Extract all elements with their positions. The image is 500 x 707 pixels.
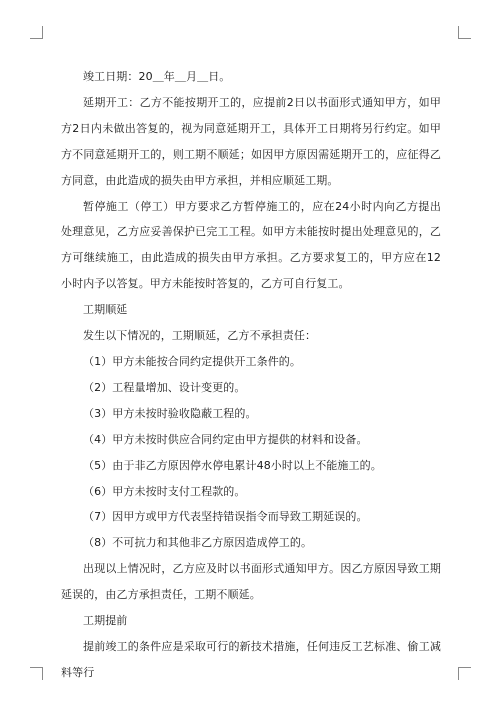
section-heading-extension: 工期顺延	[83, 303, 128, 317]
list-item: （1）甲方未能按合同约定提供开工条件的。	[83, 354, 301, 368]
list-item: （8）不可抗力和其他非乙方原因造成停工的。	[83, 536, 313, 550]
crop-mark-top-right	[458, 26, 471, 39]
list-item: （2）工程量增加、设计变更的。	[83, 380, 246, 394]
section-heading-early-completion: 工期提前	[83, 614, 128, 628]
crop-mark-top-left	[30, 26, 43, 39]
list-item: （5）由于非乙方原因停水停电累计48小时以上不能施工的。	[83, 458, 382, 472]
crop-mark-bottom-left	[30, 667, 43, 680]
work-suspension-paragraph: 暂停施工（停工）甲方要求乙方暂停施工的，应在24小时内向乙方提出处理意见，乙方应妥善保护已完工工程。如甲方未能按时提出处理意见的，乙方可继续施工，由此造成的损失由甲方承担。乙方要求复工的，甲方应在12小时内予以答复。甲方未能按时答复的，乙方可自行复工。	[61, 199, 441, 291]
crop-mark-bottom-right	[458, 667, 471, 680]
list-item: （6）甲方未按时支付工程款的。	[83, 484, 246, 498]
list-item: （7）因甲方或甲方代表坚持错误指令而导致工期延误的。	[83, 510, 368, 524]
completion-date-line: 竣工日期：20＿年＿月＿日。	[83, 70, 231, 83]
early-completion-paragraph: 提前竣工的条件应是采取可行的新技术措施，任何违反工艺标准、偷工减料等行	[61, 639, 441, 679]
extension-intro: 发生以下情况的，工期顺延，乙方不承担责任：	[83, 329, 317, 343]
notification-paragraph: 出现以上情况时，乙方应及时以书面形式通知甲方。因乙方原因导致工期延误的，由乙方承担责任，工期不顺延。	[61, 562, 441, 602]
document-body	[61, 64, 441, 686]
delayed-start-paragraph: 延期开工：乙方不能按期开工的，应提前2日以书面形式通知甲方，如甲方2日内未做出答复的，视为同意延期开工，具体开工日期将另行约定。如甲方不同意延期开工的，则工期不顺延；如因甲方原因需延期开工的，应征得乙方同意，由此造成的损失由甲方承担，并相应顺延工期。	[61, 95, 441, 187]
list-item: （4）甲方未按时供应合同约定由甲方提供的材料和设备。	[83, 432, 368, 446]
list-item: （3）甲方未按时验收隐蔽工程的。	[83, 406, 257, 420]
